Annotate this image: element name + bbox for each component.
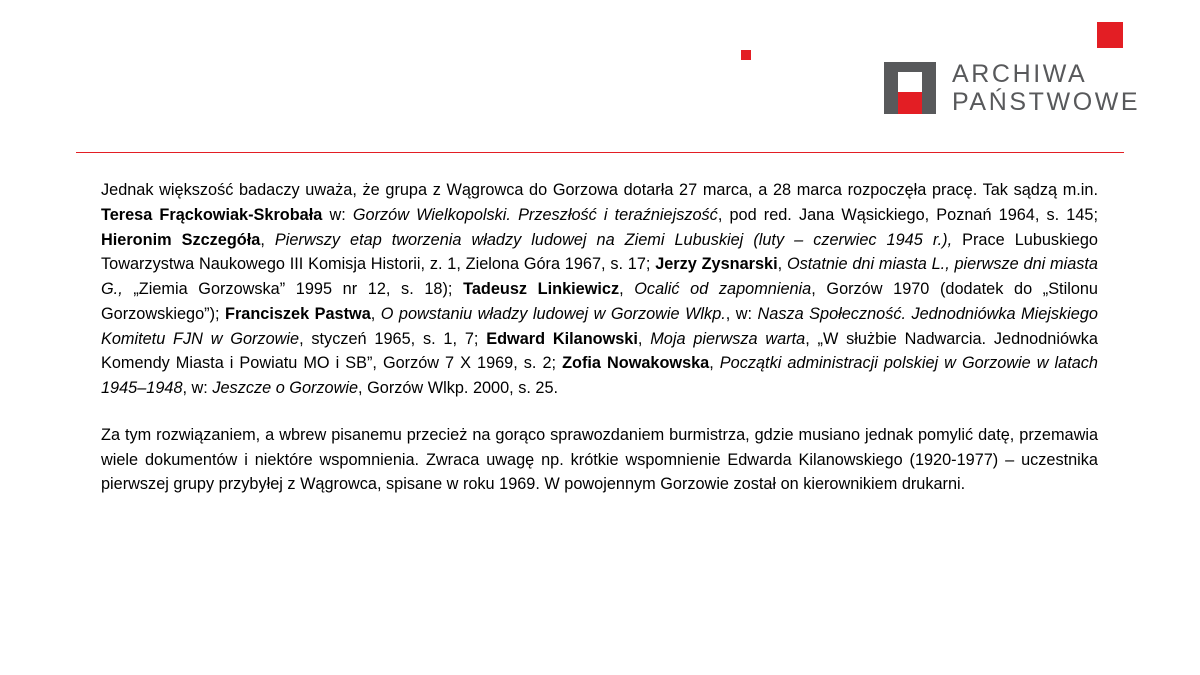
paragraph-commentary: Za tym rozwiązaniem, a wbrew pisanemu przecież na gorąco sprawozdaniem burmistrza, gdzie musiano jednak pomylić datę, przemawia wiele dokumentów i niektóre wspomnienia. Zwraca uwagę np. krótkie wspomnienie Edwarda Kilanowskiego (1920-1977) – uczestnika pierwszej grupy przybyłej z Wągrowca, spisane w roku 1969. W powojennym Gorzowie został on kierownikiem drukarni. bbox=[101, 425, 1098, 494]
logo-mark-icon bbox=[884, 62, 936, 114]
logo-notch-white bbox=[898, 72, 922, 92]
logo-notch-red bbox=[898, 92, 922, 114]
decorative-square-small bbox=[741, 50, 751, 60]
logo-line-1: ARCHIWA bbox=[952, 60, 1088, 88]
decorative-square-large bbox=[1097, 22, 1123, 48]
logo-line-2: PAŃSTWOWE bbox=[952, 88, 1141, 116]
slide-body bbox=[101, 178, 1098, 497]
slide-header bbox=[0, 0, 1200, 150]
archiwa-panstwowe-logo bbox=[884, 60, 1140, 116]
header-divider bbox=[76, 152, 1124, 153]
logo-wordmark bbox=[952, 60, 1140, 116]
paragraph-references: Jednak większość badaczy uważa, że grupa z Wągrowca do Gorzowa dotarła 27 marca, a 28 marca rozpoczęła pracę. Tak sądzą m.in. Teresa Frąckowiak-Skrobała w: Gorzów Wielkopolski. Przeszłość i teraźniejszość, pod red. Jana Wąsickiego, Poznań 1964, s. 145; Hieronim Szczegóła, Pierwszy etap tworzenia władzy ludowej na Ziemi Lubuskiej (luty – czerwiec 1945 r.), Prace Lubuskiego Towarzystwa Naukowego III Komisja Historii, z. 1, Zielona Góra 1967, s. 17; Jerzy Zysnarski, Ostatnie dni miasta L., pierwsze dni miasta G., „Ziemia Gorzowska” 1995 nr 12, s. 18); Tadeusz Linkiewicz, Ocalić od zapomnienia, Gorzów 1970 (dodatek do „Stilonu Gorzowskiego”); Franciszek Pastwa, O powstaniu władzy ludowej w Gorzowie Wlkp., w: Nasza Społeczność. Jednodniówka Miejskiego Komitetu FJN w Gorzowie, styczeń 1965, s. 1, 7; Edward Kilanowski, Moja pierwsza warta, „W służbie Nadwarcia. Jednodniówka Komendy Miasta i Powiatu MO i SB”, Gorzów 7 X 1969, s. 2; Zofia Nowakowska, Początki administracji polskiej w Gorzowie w latach 1945–1948, w: Jeszcze o Gorzowie, Gorzów Wlkp. 2000, s. 25. bbox=[101, 181, 1098, 398]
